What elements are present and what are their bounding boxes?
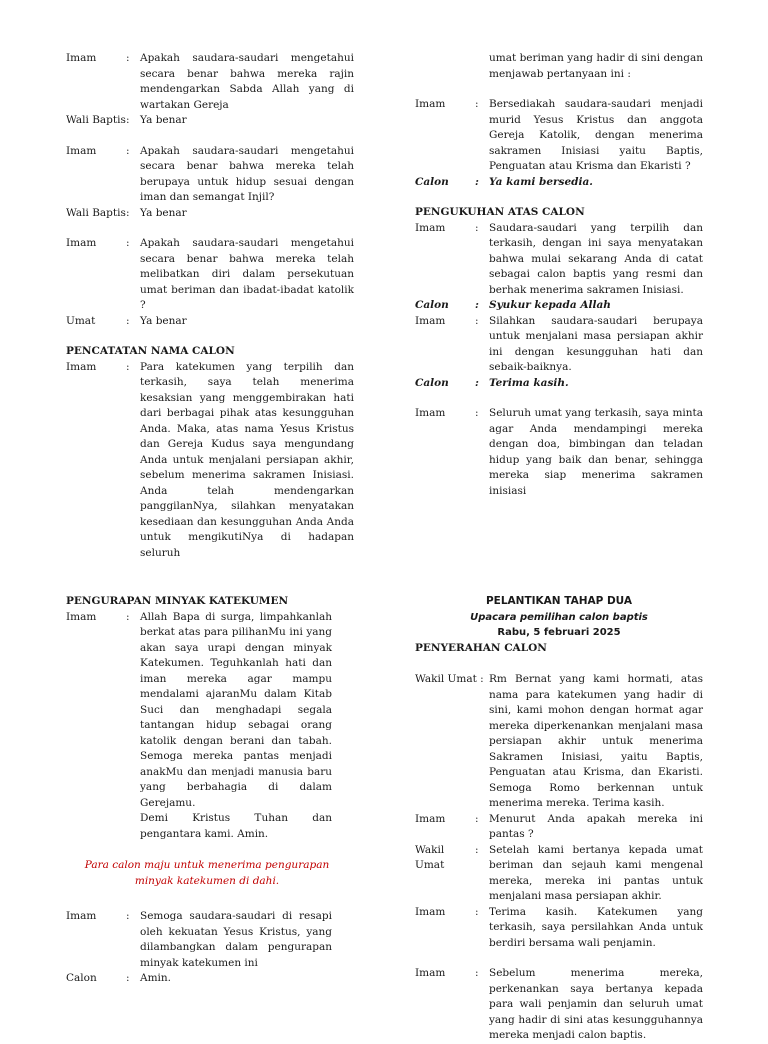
speaker: Imam — [66, 360, 97, 373]
speaker: Imam — [415, 967, 446, 979]
speaker: Imam — [415, 905, 446, 918]
bottom-left-column — [66, 594, 354, 987]
colon: : — [475, 812, 479, 825]
speaker: Wali Baptis — [66, 206, 126, 219]
dialog-text: Terima kasih. Katekumen yang terkasih, saya persilahkan Anda untuk berdiri bersama wali penjamin. — [489, 905, 703, 949]
page-title: PELANTIKAN TAHAP DUA — [485, 595, 633, 607]
dialog-text: Apakah saudara-saudari mengetahui secara benar bahwa mereka telah melibatkan diri dalam persekutuan umat beriman dan ibadat-ibadat katolik ? — [140, 237, 354, 311]
speaker: Calon — [66, 972, 97, 984]
dialog-text: Silahkan saudara-saudari berupaya untuk menjalani masa persiapan akhir ini dengan kesungguhan hati dan sebaik-baiknya. — [489, 314, 703, 373]
dialog-line — [415, 672, 703, 812]
dialog-line — [66, 51, 354, 113]
dialog-line — [66, 236, 354, 314]
dialog-text: Apakah saudara-saudari mengetahui secara benar bahwa mereka rajin mendengarkan Sabda Allah yang di wartakan Gereja — [140, 52, 354, 111]
top-left-column — [66, 51, 354, 561]
dialog-line — [415, 376, 703, 392]
speaker: Imam — [66, 237, 97, 249]
speaker: Calon — [415, 376, 449, 389]
colon: : — [475, 407, 479, 419]
dialog-line — [415, 175, 703, 191]
dialog-line — [415, 97, 703, 175]
colon: : — [475, 98, 479, 110]
speaker: Imam — [415, 98, 446, 110]
dialog-text: Seluruh umat yang terkasih, saya minta agar Anda mendampingi mereka dengan doa, bimbingan dan teladan hidup yang baik dan benar, sehingga mereka siap menerima sakramen inisiasi — [489, 407, 703, 497]
section-title: PENCATATAN NAMA CALON — [66, 345, 235, 357]
section-title: PENGURAPAN MINYAK KATEKUMEN — [66, 595, 289, 607]
event-date: Rabu, 5 februari 2025 — [497, 627, 621, 638]
speaker: Imam — [66, 52, 97, 64]
dialog-line — [415, 51, 703, 82]
dialog-text: Setelah kami bertanya kepada umat beriman dan sejauh kami mengenal mereka, mereka ini pantas untuk menjalani masa persiapan akhir. — [489, 843, 703, 902]
speaker: Wakil Umat : — [415, 673, 484, 685]
speaker: Calon — [415, 299, 449, 311]
rubric: Para calon maju untuk menerima pengurapan minyak katekumen di dahi. — [84, 859, 330, 887]
speaker: Calon — [415, 175, 449, 188]
dialog-line — [66, 971, 354, 987]
speaker: Imam — [66, 610, 97, 623]
dialog-text: Saudara-saudari yang terpilih dan terkasih, dengan ini saya menyatakan bahwa mulai sekarang Anda di catat sebagai calon baptis yang resmi dan berhak menerima sakramen Inisiasi. — [489, 221, 703, 296]
colon: : — [475, 376, 479, 389]
page-subtitle: Upacara pemilihan calon baptis — [470, 611, 648, 623]
dialog-text: Terima kasih. — [489, 376, 569, 389]
prayer-text: Allah Bapa di surga, limpahkanlah berkat atas para pilihanMu ini yang akan saya urapi dengan minyak Katekumen. Teguhkanlah hati dan iman mereka agar mampu mendalami ajaranMu dalam Kitab Suci dan menghadapi segala tantangan hidup sebagai orang katolik dengan berani dan tabah. Semoga mereka pantas menjadi anakMu dan menjadi manusia baru yang berbahagia di dalam Gerejamu. — [140, 610, 332, 809]
dialog-line — [415, 812, 703, 843]
speaker: Wakil Umat — [415, 843, 445, 871]
dialog-text: Syukur kepada Allah — [489, 299, 611, 311]
colon: : — [126, 610, 130, 623]
colon: : — [126, 206, 130, 219]
colon: : — [475, 314, 479, 327]
dialog-line — [415, 314, 703, 376]
dialog-text: Amin. — [140, 972, 171, 984]
colon: : — [126, 114, 130, 126]
dialog-line — [66, 206, 354, 222]
colon: : — [126, 144, 130, 157]
section-title: PENYERAHAN CALON — [415, 641, 547, 654]
top-right-column — [415, 51, 703, 499]
dialog-text: Rm Bernat yang kami hormati, atas nama para katekumen yang hadir di sini, kami mohon dengan hormat agar mereka diperkenankan menjalani masa persiapan akhir untuk menerima Sakramen Inisiasi, yaitu Baptis, Penguatan atau Krisma, dan Ekaristi. Semoga Romo berkennan untuk menerima mereka. Terima kasih. — [489, 673, 703, 809]
colon: : — [126, 237, 130, 249]
dialog-line — [66, 360, 354, 562]
dialog-line — [415, 221, 703, 299]
dialog-text: Menurut Anda apakah mereka ini pantas ? — [489, 812, 703, 840]
colon: : — [475, 299, 479, 311]
colon: : — [126, 972, 130, 984]
prayer-closing: Demi Kristus Tuhan dan pengantara kami. Amin. — [140, 812, 332, 840]
dialog-text: Sebelum menerima mereka, perkenankan saya bertanya kepada para wali penjamin dan seluruh umat yang hadir di sini atas kesungguhannya mereka menjadi calon baptis. — [489, 967, 703, 1041]
speaker: Imam — [66, 910, 97, 922]
dialog-line — [66, 610, 354, 843]
dialog-text: Para katekumen yang terpilih dan terkasih, saya telah menerima kesaksian yang menggembirakan hati dari berbagai pihak atas kesungguhan Anda. Maka, atas nama Yesus Kristus dan Gereja Kudus saya mengundang Anda untuk menjalani persiapan akhir, sebelum menerima sakramen Inisiasi. Anda telah mendengarkan panggilanNya, silahkan menyatakan kesediaan dan kesungguhan Anda Anda untuk mengikutiNya di hadapan seluruh — [140, 360, 354, 559]
colon: : — [126, 910, 130, 922]
colon: : — [475, 905, 479, 918]
colon: : — [475, 221, 479, 234]
dialog-line — [415, 843, 703, 905]
colon: : — [126, 52, 130, 64]
bottom-right-column — [415, 594, 703, 1044]
dialog-line — [66, 314, 354, 330]
dialog-line — [66, 909, 354, 971]
colon: : — [126, 314, 130, 327]
section-title: PENGUKUHAN ATAS CALON — [415, 206, 585, 218]
dialog-line — [66, 144, 354, 206]
dialog-line — [415, 966, 703, 1044]
dialog-text: Ya benar — [140, 114, 187, 126]
dialog-text — [140, 610, 332, 843]
dialog-text: Apakah saudara-saudari mengetahui secara benar bahwa mereka telah berupaya untuk hidup sesuai dengan iman dan semangat Injil? — [140, 144, 354, 203]
colon: : — [475, 967, 479, 979]
dialog-line — [415, 298, 703, 314]
speaker: Imam — [415, 407, 446, 419]
speaker: Imam — [415, 314, 446, 327]
dialog-line — [415, 905, 703, 952]
continuation-text: umat beriman yang hadir di sini dengan menjawab pertanyaan ini : — [489, 52, 703, 80]
speaker: Wali Baptis — [66, 114, 126, 126]
colon: : — [126, 360, 130, 373]
dialog-text: Ya benar — [140, 314, 187, 327]
dialog-line — [415, 406, 703, 499]
colon: : — [475, 843, 479, 856]
dialog-text: Ya benar — [140, 206, 187, 219]
speaker: Imam — [415, 812, 446, 825]
colon: : — [475, 175, 479, 188]
speaker: Umat — [66, 314, 96, 327]
speaker: Imam — [66, 144, 97, 157]
speaker: Imam — [415, 221, 446, 234]
dialog-line — [66, 113, 354, 129]
dialog-text: Ya kami bersedia. — [489, 175, 593, 188]
dialog-text: Semoga saudara-saudari di resapi oleh kekuatan Yesus Kristus, yang dilambangkan dalam pengurapan minyak katekumen ini — [140, 910, 332, 969]
dialog-text: Bersediakah saudara-saudari menjadi murid Yesus Kristus dan anggota Gereja Katolik, dengan menerima sakramen Inisiasi yaitu Baptis, Penguatan atau Krisma dan Ekaristi ? — [489, 98, 703, 172]
